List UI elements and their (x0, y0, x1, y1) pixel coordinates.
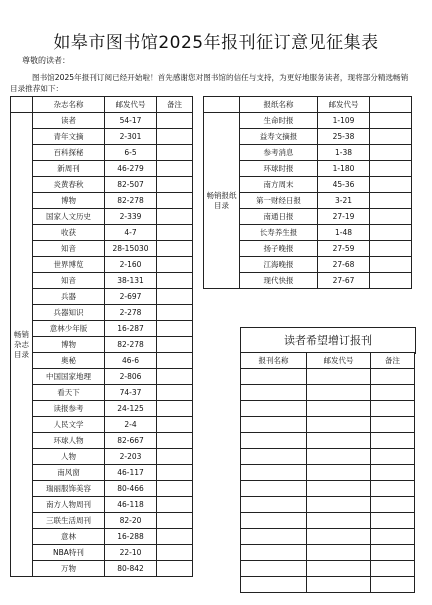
magazine-name-header: 杂志名称 (33, 97, 105, 113)
newspaper-code-header: 邮发代号 (318, 97, 370, 113)
magazine-remark-cell (157, 401, 193, 417)
magazine-name-cell: 青年文摘 (33, 129, 105, 145)
magazine-name-cell: 炎黄春秋 (33, 177, 105, 193)
suggestion-remark-cell[interactable] (371, 369, 415, 385)
table-row (11, 321, 193, 337)
suggestion-remark-cell[interactable] (371, 577, 415, 593)
suggestion-row (241, 545, 415, 561)
table-row (11, 433, 193, 449)
suggestion-code-cell[interactable] (307, 417, 371, 433)
table-row (11, 561, 193, 577)
suggestion-remark-cell[interactable] (371, 449, 415, 465)
suggestion-header-row (241, 353, 415, 369)
suggestion-code-cell[interactable] (307, 369, 371, 385)
table-row (11, 145, 193, 161)
magazine-code-cell: 80-466 (105, 481, 157, 497)
magazine-code-cell: 2-697 (105, 289, 157, 305)
newspaper-code-cell: 25-38 (318, 129, 370, 145)
magazine-code-cell: 22-10 (105, 545, 157, 561)
table-row (11, 497, 193, 513)
table-row (11, 193, 193, 209)
magazine-header-row (11, 97, 193, 113)
magazine-remark-cell (157, 561, 193, 577)
newspaper-table (203, 96, 412, 289)
newspaper-name-cell: 扬子晚报 (240, 241, 318, 257)
newspaper-code-cell: 1-48 (318, 225, 370, 241)
newspaper-extra-cell (370, 273, 412, 289)
newspaper-header-row (204, 97, 412, 113)
suggestion-name-cell[interactable] (241, 481, 307, 497)
table-row (11, 305, 193, 321)
table-row (11, 257, 193, 273)
suggestion-row (241, 577, 415, 593)
magazine-code-cell: 82-278 (105, 193, 157, 209)
magazine-remark-cell (157, 161, 193, 177)
page-title: 如皋市图书馆2025年报刊征订意见征集表 (53, 33, 379, 53)
magazine-code-cell: 2-339 (105, 209, 157, 225)
blank-header-cell (11, 97, 33, 113)
magazine-code-cell: 82-20 (105, 513, 157, 529)
magazine-remark-cell (157, 449, 193, 465)
magazine-code-cell: 2-301 (105, 129, 157, 145)
suggestion-code-cell[interactable] (307, 465, 371, 481)
newspaper-extra-cell (370, 113, 412, 129)
suggestion-remark-cell[interactable] (371, 561, 415, 577)
suggestion-remark-cell[interactable] (371, 545, 415, 561)
newspaper-code-cell: 27-67 (318, 273, 370, 289)
suggestion-name-cell[interactable] (241, 561, 307, 577)
magazine-remark-cell (157, 385, 193, 401)
magazine-name-cell: 世界博览 (33, 257, 105, 273)
magazine-code-cell: 82-507 (105, 177, 157, 193)
magazine-code-cell: 82-667 (105, 433, 157, 449)
table-row (204, 113, 412, 129)
suggestion-table (240, 352, 415, 593)
magazine-name-cell: 意林 (33, 529, 105, 545)
magazine-name-cell: 知音 (33, 241, 105, 257)
magazine-code-cell: 82-278 (105, 337, 157, 353)
newspaper-code-cell: 3-21 (318, 193, 370, 209)
magazine-remark-cell (157, 145, 193, 161)
table-row (11, 529, 193, 545)
magazine-code-cell: 46-279 (105, 161, 157, 177)
magazine-remark-cell (157, 353, 193, 369)
magazine-remark-cell (157, 369, 193, 385)
table-row (11, 289, 193, 305)
magazine-name-cell: 中国国家地理 (33, 369, 105, 385)
suggestion-name-cell[interactable] (241, 497, 307, 513)
newspaper-name-cell: 南通日报 (240, 209, 318, 225)
table-row (11, 545, 193, 561)
suggestion-row (241, 481, 415, 497)
suggestion-remark-cell[interactable] (371, 481, 415, 497)
magazine-name-cell: 新周刊 (33, 161, 105, 177)
magazine-name-cell: 奥秘 (33, 353, 105, 369)
suggestion-row (241, 465, 415, 481)
suggestion-row (241, 401, 415, 417)
magazine-remark-cell (157, 193, 193, 209)
newspaper-code-cell: 27-59 (318, 241, 370, 257)
intro-paragraph (10, 72, 415, 94)
magazine-name-cell: 读者 (33, 113, 105, 129)
newspaper-extra-cell (370, 97, 412, 113)
newspaper-code-cell: 27-19 (318, 209, 370, 225)
suggestion-row (241, 449, 415, 465)
suggestion-row (241, 529, 415, 545)
newspaper-name-header: 报纸名称 (240, 97, 318, 113)
table-row (11, 161, 193, 177)
blank-header-cell (204, 97, 240, 113)
magazine-remark-cell (157, 465, 193, 481)
suggestion-code-cell[interactable] (307, 497, 371, 513)
suggestion-row (241, 513, 415, 529)
greeting-text: 尊敬的读者： (22, 56, 70, 65)
magazine-name-cell: 国家人文历史 (33, 209, 105, 225)
magazine-code-cell: 46-6 (105, 353, 157, 369)
magazine-name-cell: 兵器知识 (33, 305, 105, 321)
table-row (11, 385, 193, 401)
suggestion-row (241, 369, 415, 385)
table-row (11, 465, 193, 481)
newspaper-name-cell: 长寿养生报 (240, 225, 318, 241)
magazine-remark-header: 备注 (157, 97, 193, 113)
suggestion-code-cell[interactable] (307, 401, 371, 417)
magazine-remark-cell (157, 257, 193, 273)
magazine-name-cell: 看天下 (33, 385, 105, 401)
magazine-remark-cell (157, 225, 193, 241)
newspaper-name-cell: 现代快报 (240, 273, 318, 289)
magazine-code-cell: 6-5 (105, 145, 157, 161)
suggestion-name-cell[interactable] (241, 385, 307, 401)
suggestion-name-cell[interactable] (241, 449, 307, 465)
suggestion-name-cell[interactable] (241, 417, 307, 433)
suggestion-remark-cell[interactable] (371, 497, 415, 513)
magazine-code-cell: 16-288 (105, 529, 157, 545)
table-row (11, 241, 193, 257)
table-row (11, 401, 193, 417)
newspaper-name-cell: 参考消息 (240, 145, 318, 161)
magazine-remark-cell (157, 433, 193, 449)
newspaper-code-cell: 45-36 (318, 177, 370, 193)
magazine-code-cell: 24-125 (105, 401, 157, 417)
newspaper-code-cell: 1-109 (318, 113, 370, 129)
magazine-name-cell: 收获 (33, 225, 105, 241)
magazine-name-cell: 万物 (33, 561, 105, 577)
magazine-name-cell: 兵器 (33, 289, 105, 305)
magazine-name-cell: 人民文学 (33, 417, 105, 433)
intro-text: 图书馆2025年报刊订阅已经开始啦！首先感谢您对图书馆的信任与支持，为更好地服务读者，现将部分精选畅销目录推荐如下： (10, 73, 409, 93)
magazine-remark-cell (157, 177, 193, 193)
suggestion-name-cell[interactable] (241, 513, 307, 529)
suggestion-name-header: 报刊名称 (241, 353, 307, 369)
magazine-code-cell: 2-203 (105, 449, 157, 465)
table-row (11, 225, 193, 241)
suggestion-name-cell[interactable] (241, 433, 307, 449)
suggestion-code-cell[interactable] (307, 385, 371, 401)
magazine-name-cell: 意林少年版 (33, 321, 105, 337)
magazine-side-label: 畅销杂志目录 (11, 113, 33, 577)
magazine-remark-cell (157, 273, 193, 289)
table-row (11, 129, 193, 145)
magazine-name-cell: 博物 (33, 337, 105, 353)
suggestion-code-cell[interactable] (307, 433, 371, 449)
suggestion-row (241, 433, 415, 449)
suggestion-code-cell[interactable] (307, 481, 371, 497)
magazine-name-cell: 博物 (33, 193, 105, 209)
magazine-remark-cell (157, 305, 193, 321)
suggestion-code-header: 邮发代号 (307, 353, 371, 369)
magazine-code-cell: 16-287 (105, 321, 157, 337)
newspaper-code-cell: 1-38 (318, 145, 370, 161)
newspaper-extra-cell (370, 177, 412, 193)
newspaper-name-cell: 益寿文摘报 (240, 129, 318, 145)
magazine-code-cell: 2-278 (105, 305, 157, 321)
newspaper-name-cell: 环球时报 (240, 161, 318, 177)
suggestion-row (241, 385, 415, 401)
newspaper-code-cell: 1-180 (318, 161, 370, 177)
suggestion-code-cell[interactable] (307, 577, 371, 593)
suggestion-remark-cell[interactable] (371, 417, 415, 433)
suggestion-remark-cell[interactable] (371, 433, 415, 449)
suggestion-name-cell[interactable] (241, 369, 307, 385)
suggestion-name-cell[interactable] (241, 465, 307, 481)
magazine-remark-cell (157, 209, 193, 225)
table-row (11, 513, 193, 529)
suggestion-remark-cell[interactable] (371, 385, 415, 401)
table-row (11, 337, 193, 353)
newspaper-extra-cell (370, 129, 412, 145)
magazine-code-header: 邮发代号 (105, 97, 157, 113)
magazine-name-cell: 南方人物周刊 (33, 497, 105, 513)
suggestion-remark-cell[interactable] (371, 465, 415, 481)
suggestion-title: 读者希望增订报刊 (240, 327, 416, 354)
suggestion-code-cell[interactable] (307, 561, 371, 577)
suggestion-code-cell[interactable] (307, 529, 371, 545)
newspaper-extra-cell (370, 209, 412, 225)
suggestion-code-cell[interactable] (307, 545, 371, 561)
magazine-remark-cell (157, 337, 193, 353)
magazine-remark-cell (157, 545, 193, 561)
table-row (11, 209, 193, 225)
suggestion-row (241, 497, 415, 513)
magazine-name-cell: 环球人物 (33, 433, 105, 449)
suggestion-remark-cell[interactable] (371, 401, 415, 417)
magazine-code-cell: 80-842 (105, 561, 157, 577)
magazine-remark-cell (157, 129, 193, 145)
magazine-name-cell: 瑞丽服饰美容 (33, 481, 105, 497)
magazine-name-cell: 百科探秘 (33, 145, 105, 161)
suggestion-name-cell[interactable] (241, 401, 307, 417)
table-row (11, 353, 193, 369)
magazine-remark-cell (157, 113, 193, 129)
suggestion-code-cell[interactable] (307, 513, 371, 529)
magazine-table (10, 96, 193, 577)
magazine-code-cell: 54-17 (105, 113, 157, 129)
magazine-code-cell: 4-7 (105, 225, 157, 241)
magazine-remark-cell (157, 497, 193, 513)
suggestion-remark-header: 备注 (371, 353, 415, 369)
magazine-code-cell: 38-131 (105, 273, 157, 289)
suggestion-row (241, 417, 415, 433)
newspaper-extra-cell (370, 257, 412, 273)
newspaper-extra-cell (370, 193, 412, 209)
magazine-remark-cell (157, 417, 193, 433)
magazine-name-cell: 人物 (33, 449, 105, 465)
magazine-remark-cell (157, 529, 193, 545)
newspaper-name-cell: 南方周末 (240, 177, 318, 193)
newspaper-name-cell: 第一财经日报 (240, 193, 318, 209)
magazine-name-cell: NBA特刊 (33, 545, 105, 561)
suggestion-remark-cell[interactable] (371, 529, 415, 545)
magazine-code-cell: 46-118 (105, 497, 157, 513)
magazine-remark-cell (157, 241, 193, 257)
table-row (11, 417, 193, 433)
table-row (11, 481, 193, 497)
magazine-code-cell: 28-15030 (105, 241, 157, 257)
magazine-name-cell: 三联生活周刊 (33, 513, 105, 529)
table-row (11, 177, 193, 193)
suggestion-name-cell[interactable] (241, 529, 307, 545)
newspaper-extra-cell (370, 145, 412, 161)
magazine-remark-cell (157, 289, 193, 305)
newspaper-extra-cell (370, 161, 412, 177)
newspaper-extra-cell (370, 225, 412, 241)
magazine-remark-cell (157, 481, 193, 497)
magazine-code-cell: 2-806 (105, 369, 157, 385)
suggestion-remark-cell[interactable] (371, 513, 415, 529)
newspaper-name-cell: 江海晚报 (240, 257, 318, 273)
table-row (11, 273, 193, 289)
magazine-code-cell: 74-37 (105, 385, 157, 401)
table-row (11, 449, 193, 465)
suggestion-name-cell[interactable] (241, 577, 307, 593)
table-row (11, 113, 193, 129)
suggestion-code-cell[interactable] (307, 449, 371, 465)
magazine-remark-cell (157, 513, 193, 529)
suggestion-name-cell[interactable] (241, 545, 307, 561)
table-row (11, 369, 193, 385)
magazine-code-cell: 2-4 (105, 417, 157, 433)
newspaper-side-label: 畅销报纸目录 (204, 113, 240, 289)
magazine-name-cell: 知音 (33, 273, 105, 289)
newspaper-name-cell: 生命时报 (240, 113, 318, 129)
newspaper-extra-cell (370, 241, 412, 257)
magazine-name-cell: 南风窗 (33, 465, 105, 481)
newspaper-code-cell: 27-68 (318, 257, 370, 273)
magazine-code-cell: 2-160 (105, 257, 157, 273)
magazine-code-cell: 46-117 (105, 465, 157, 481)
magazine-remark-cell (157, 321, 193, 337)
magazine-name-cell: 读报参考 (33, 401, 105, 417)
suggestion-row (241, 561, 415, 577)
